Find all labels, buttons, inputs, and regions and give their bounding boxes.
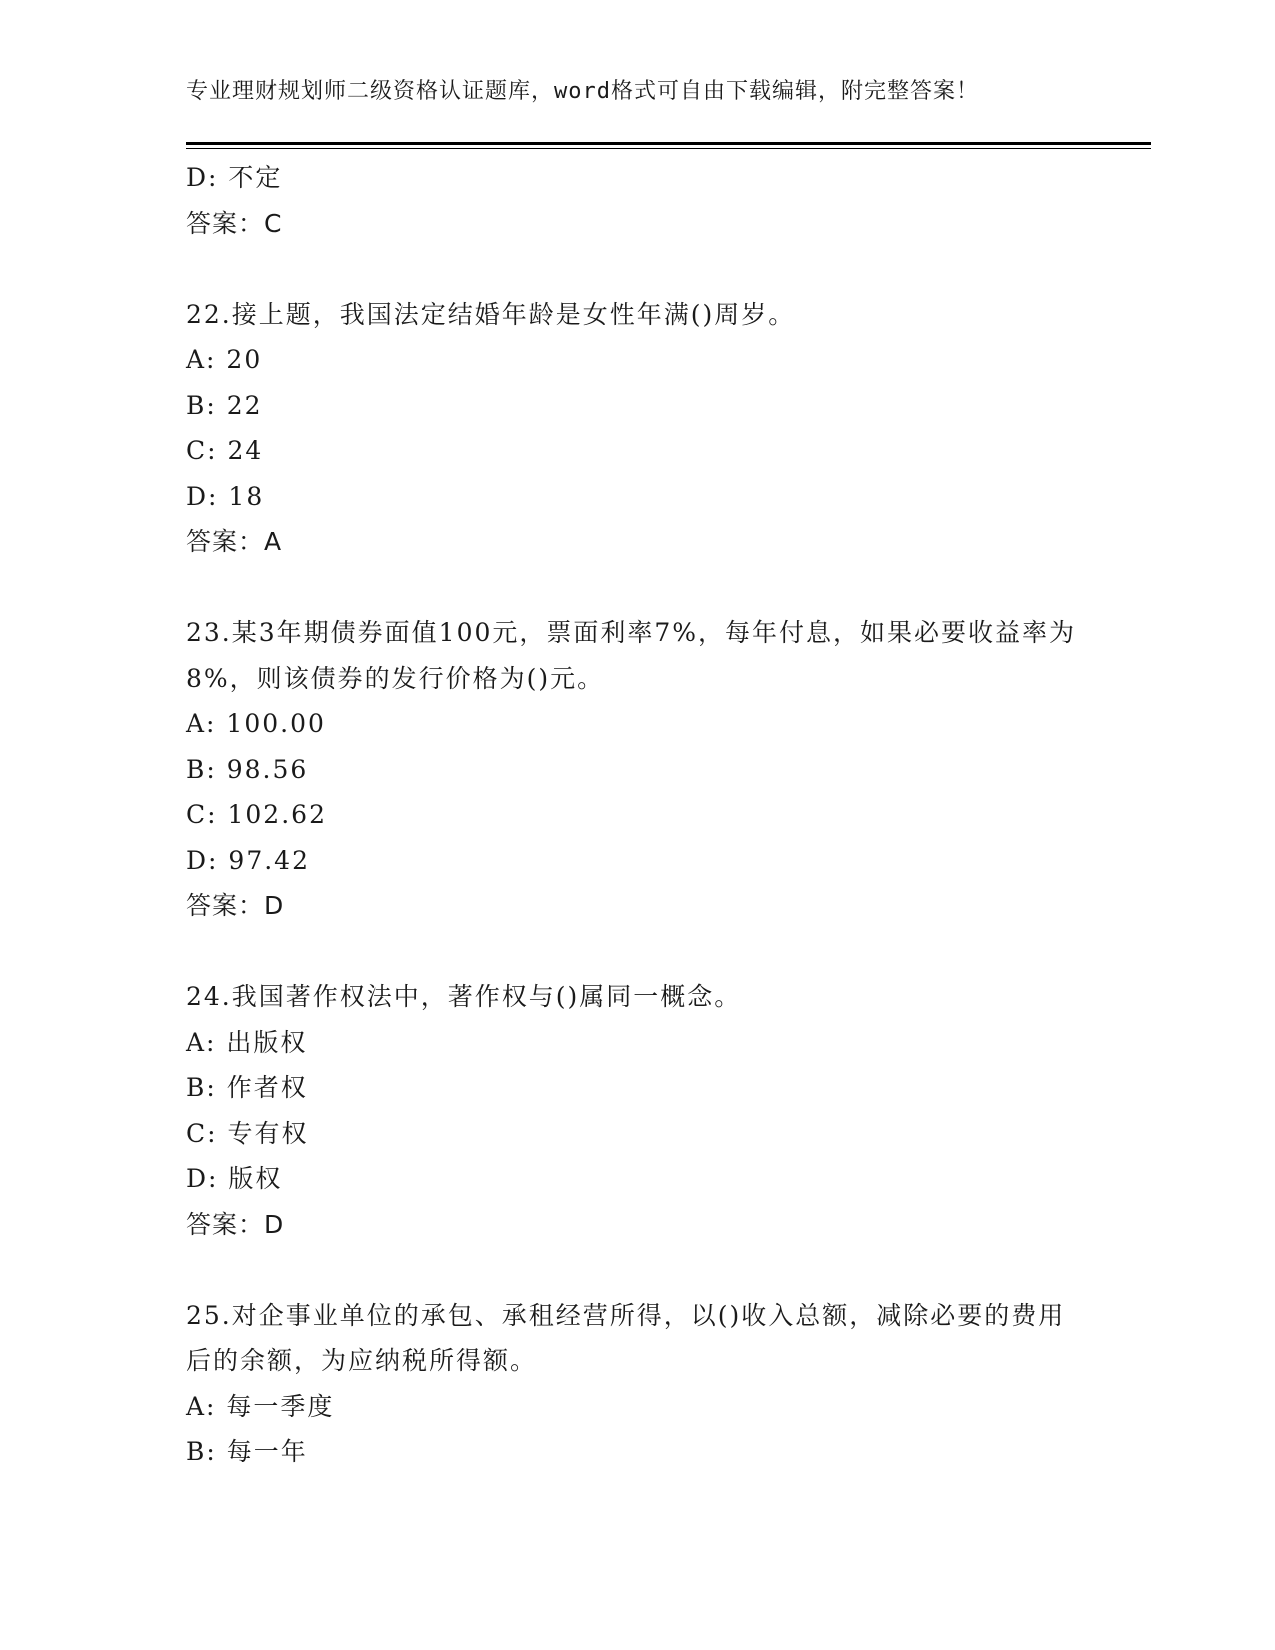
- option-d: D: 97.42: [186, 845, 310, 875]
- answer-line: 答案：A: [186, 527, 283, 556]
- question-stem: 24.我国著作权法中，著作权与()属同一概念。: [186, 982, 742, 1011]
- question-block: [186, 1293, 1086, 1475]
- question-stem: 25.对企事业单位的承包、承租经营所得，以()收入总额，减除必要的费用后的余额，为应纳税所得额。: [186, 1300, 1066, 1375]
- question-block: [186, 292, 1086, 565]
- question-stem: 22.接上题，我国法定结婚年龄是女性年满()周岁。: [186, 299, 796, 329]
- option-b: B: 每一年: [186, 1437, 308, 1466]
- answer-line: 答案：C: [186, 208, 283, 238]
- option-a: A: 20: [186, 345, 263, 374]
- answer-line: 答案：D: [186, 891, 285, 920]
- option-a: A: 100.00: [186, 709, 326, 738]
- question-block: [186, 610, 1086, 929]
- option-d: D: 不定: [186, 163, 283, 192]
- page-header: 专业理财规划师二级资格认证题库，word格式可自由下载编辑，附完整答案！: [186, 79, 979, 104]
- option-d: D: 18: [186, 481, 265, 511]
- option-c: C: 24: [186, 436, 264, 465]
- option-a: A: 出版权: [186, 1027, 308, 1057]
- spacer: [186, 565, 1086, 611]
- option-b: B: 作者权: [186, 1073, 308, 1102]
- header-rule-thick: [186, 142, 1151, 145]
- option-a: A: 每一季度: [186, 1391, 335, 1421]
- option-b: B: 22: [186, 390, 263, 420]
- option-d: D: 版权: [186, 1164, 283, 1193]
- answer-line: 答案：D: [186, 1209, 285, 1239]
- option-c: C: 专有权: [186, 1118, 309, 1148]
- option-c: C: 102.62: [186, 800, 327, 829]
- spacer: [186, 929, 1086, 975]
- spacer: [186, 246, 1086, 292]
- question-stem: 23.某3年期债券面值100元，票面利率7%，每年付息，如果必要收益率为8%，则该债券的发行价格为()元。: [186, 618, 1077, 693]
- question-content: [186, 155, 1086, 1475]
- spacer: [186, 1247, 1086, 1293]
- question-block: [186, 974, 1086, 1247]
- header-rule-thin: [186, 148, 1151, 149]
- option-b: B: 98.56: [186, 754, 309, 784]
